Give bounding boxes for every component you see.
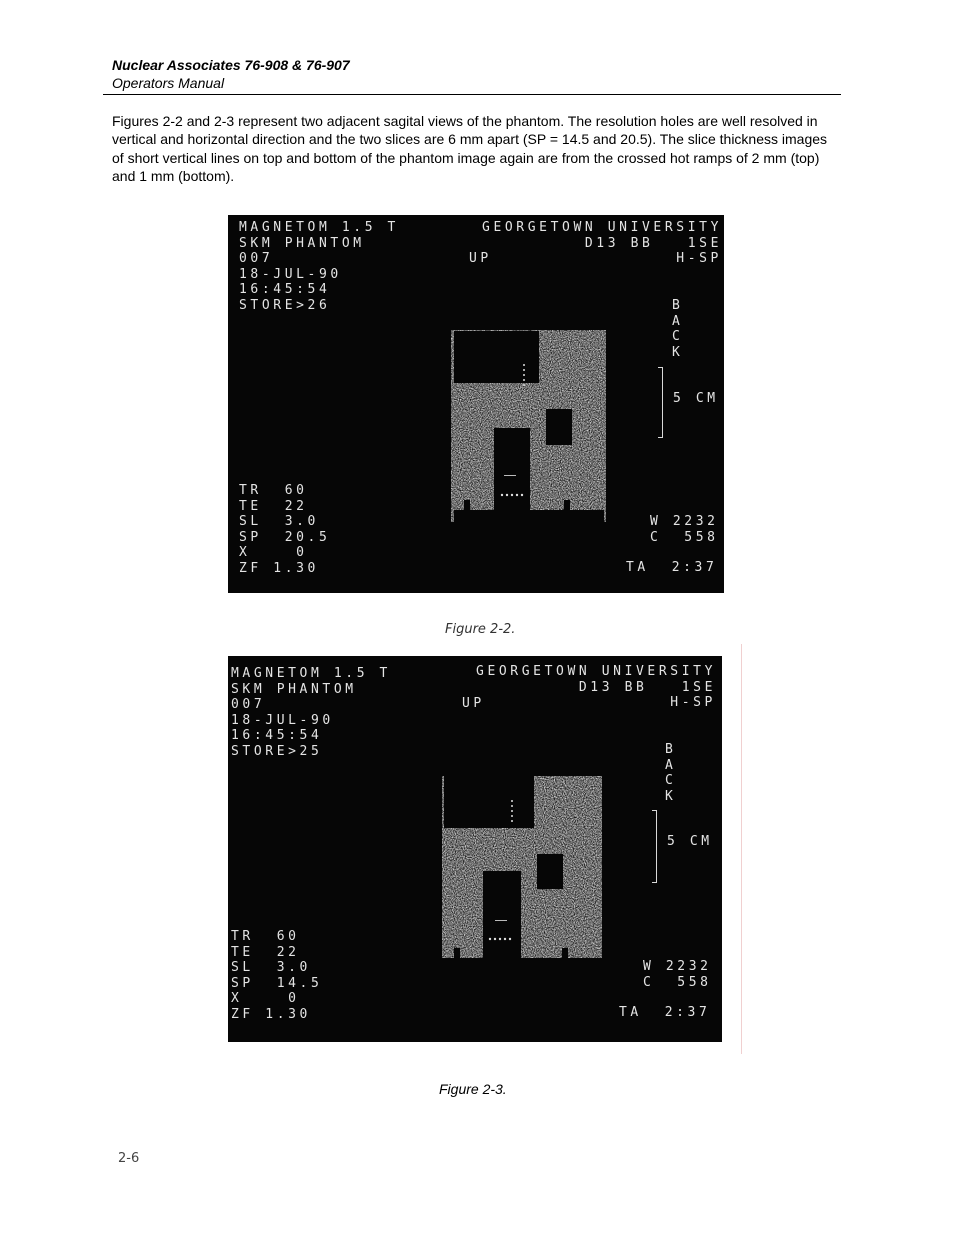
scan-parameters: TR 60 TE 22 SL 3.0 SP 20.5 X 0 ZF 1.30 [239,483,331,576]
scale-bar [656,810,657,882]
intro-paragraph: Figures 2-2 and 2-3 represent two adjacent sagital views of the phantom. The resolution holes are well resolved in vertical and horizontal direction and the two slices are 6 mm apart (SP = 14.5 and 20.5). The slice thickness images of short vertical lines on top and bottom of the phantom image again are from the crossed hot ramps of 2 mm (top) and 1 mm (bottom). [112,113,828,184]
scan-header-left: MAGNETOM 1.5 T SKM PHANTOM 007 18-JUL-90 16:45:54 STORE>26 [239,220,399,313]
window-settings: W 2232 C 558 [643,959,712,990]
acquisition-time: TA 2:37 [626,560,718,575]
scan-orientation-back: B A C K [665,742,677,804]
scale-bar-tick [652,810,657,811]
scale-bar-tick [658,437,663,438]
phantom-image [440,773,610,981]
phantom-image [446,325,611,535]
scan-parameters: TR 60 TE 22 SL 3.0 SP 14.5 X 0 ZF 1.30 [231,929,323,1022]
page-number: 2-6 [118,1151,140,1166]
scan-header-right: GEORGETOWN UNIVERSITY D13 BB 1SE H-SP [482,220,722,266]
scan-orientation-up: UP [469,251,492,266]
document-subtitle: Operators Manual [112,75,225,91]
scan-edge-line [741,644,742,1054]
scale-bar-tick [658,367,663,368]
document-title: Nuclear Associates 76-908 & 76-907 [112,57,350,73]
scale-bar-tick [652,882,657,883]
scale-bar-label: 5 CM [667,834,713,849]
header-divider [103,94,841,95]
figure-caption: Figure 2-3. [439,1081,507,1097]
scale-bar [662,367,663,437]
scan-orientation-up: UP [462,696,485,711]
scan-orientation-back: B A C K [672,298,684,360]
window-settings: W 2232 C 558 [650,514,719,545]
scale-bar-label: 5 CM [673,391,719,406]
mri-scan-image [228,215,724,593]
mri-scan-image [228,656,722,1042]
scan-header-right: GEORGETOWN UNIVERSITY D13 BB 1SE H-SP [476,664,716,710]
scan-header-left: MAGNETOM 1.5 T SKM PHANTOM 007 18-JUL-90 16:45:54 STORE>25 [231,666,391,759]
acquisition-time: TA 2:37 [619,1005,711,1020]
figure-caption: Figure 2-2. [445,622,516,637]
